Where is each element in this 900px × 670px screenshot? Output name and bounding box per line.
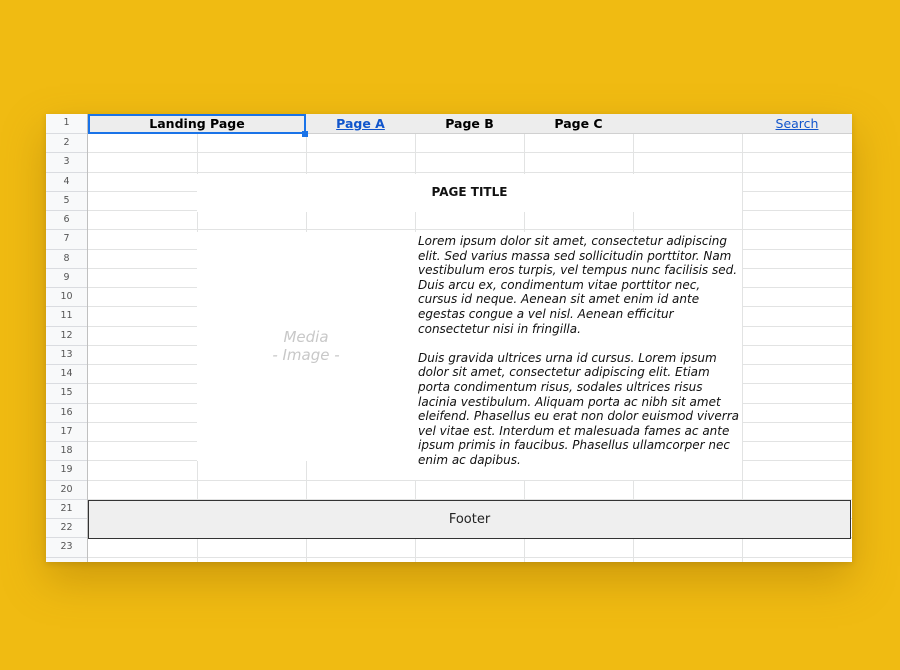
- selected-cell-outline: [88, 114, 306, 134]
- row-number[interactable]: 7: [46, 230, 87, 249]
- media-placeholder: [197, 328, 415, 364]
- landing-page-cell[interactable]: Landing Page: [88, 114, 306, 134]
- row-number[interactable]: 1: [46, 114, 87, 134]
- row-gridline: [88, 172, 852, 173]
- page-b-cell[interactable]: Page B: [415, 114, 524, 134]
- row-gridline: [88, 152, 852, 153]
- row-number[interactable]: 8: [46, 250, 87, 269]
- row-number[interactable]: 22: [46, 519, 87, 538]
- empty-header-cell[interactable]: [633, 114, 742, 134]
- row-number[interactable]: 2: [46, 134, 87, 153]
- row-number[interactable]: 5: [46, 192, 87, 211]
- page-a-link[interactable]: Page A: [306, 114, 415, 134]
- row-gridline: [88, 557, 852, 558]
- row-number[interactable]: 23: [46, 538, 87, 557]
- row-number[interactable]: 9: [46, 269, 87, 288]
- row-number[interactable]: 6: [46, 211, 87, 230]
- row-number-column: [46, 114, 88, 562]
- row-number[interactable]: 17: [46, 423, 87, 442]
- row-gridline: [88, 229, 852, 230]
- row-number[interactable]: 18: [46, 442, 87, 461]
- cell-grid: [88, 114, 852, 562]
- row-number[interactable]: 11: [46, 307, 87, 326]
- paragraph-1: Lorem ipsum dolor sit amet, consectetur adipiscing elit. Sed varius massa sed sollicitudin porttitor. Nam vestibulum eros turpis, vel tempus nunc facilisis sed. Duis arcu ex, condimentum vitae porttitor nec, cursus id neque. Aenean sit amet enim id ante egestas congue a vel nisl. Aenean efficitur consectetur nisi in fringilla.: [418, 234, 738, 336]
- row-number[interactable]: 4: [46, 173, 87, 192]
- row-number[interactable]: 20: [46, 481, 87, 500]
- image-label: - Image -: [272, 346, 340, 364]
- paragraph-2: Duis gravida ultrices urna id cursus. Lorem ipsum dolor sit amet, consectetur adipiscing elit. Etiam porta condimentum risus, sodales ultrices risus lacinia vestibulum. Aliquam porta ac nibh sit amet eleifend. Phasellus eu erat non dolor euismod viverra vel vitae est. Interdum et malesuada fames ac ante ipsum primis in faucibus. Phasellus ullamcorper nec enim ac dapibus.: [418, 350, 739, 467]
- search-link[interactable]: Search: [742, 114, 852, 134]
- row-number[interactable]: 19: [46, 461, 87, 480]
- row-number[interactable]: 14: [46, 365, 87, 384]
- media-label: Media: [283, 328, 329, 346]
- row-number[interactable]: 12: [46, 327, 87, 346]
- row-number[interactable]: 13: [46, 346, 87, 365]
- row-number[interactable]: 3: [46, 153, 87, 172]
- row-number[interactable]: 15: [46, 384, 87, 403]
- page-c-cell[interactable]: Page C: [524, 114, 633, 134]
- row-number[interactable]: 16: [46, 404, 87, 423]
- row-number[interactable]: 21: [46, 500, 87, 519]
- page-title: PAGE TITLE: [431, 185, 508, 199]
- spreadsheet: [46, 114, 852, 562]
- fill-handle[interactable]: [302, 131, 308, 137]
- row-number[interactable]: 10: [46, 288, 87, 307]
- footer[interactable]: Footer: [88, 500, 851, 539]
- column-gridline: [742, 114, 743, 562]
- body-text: [418, 234, 742, 468]
